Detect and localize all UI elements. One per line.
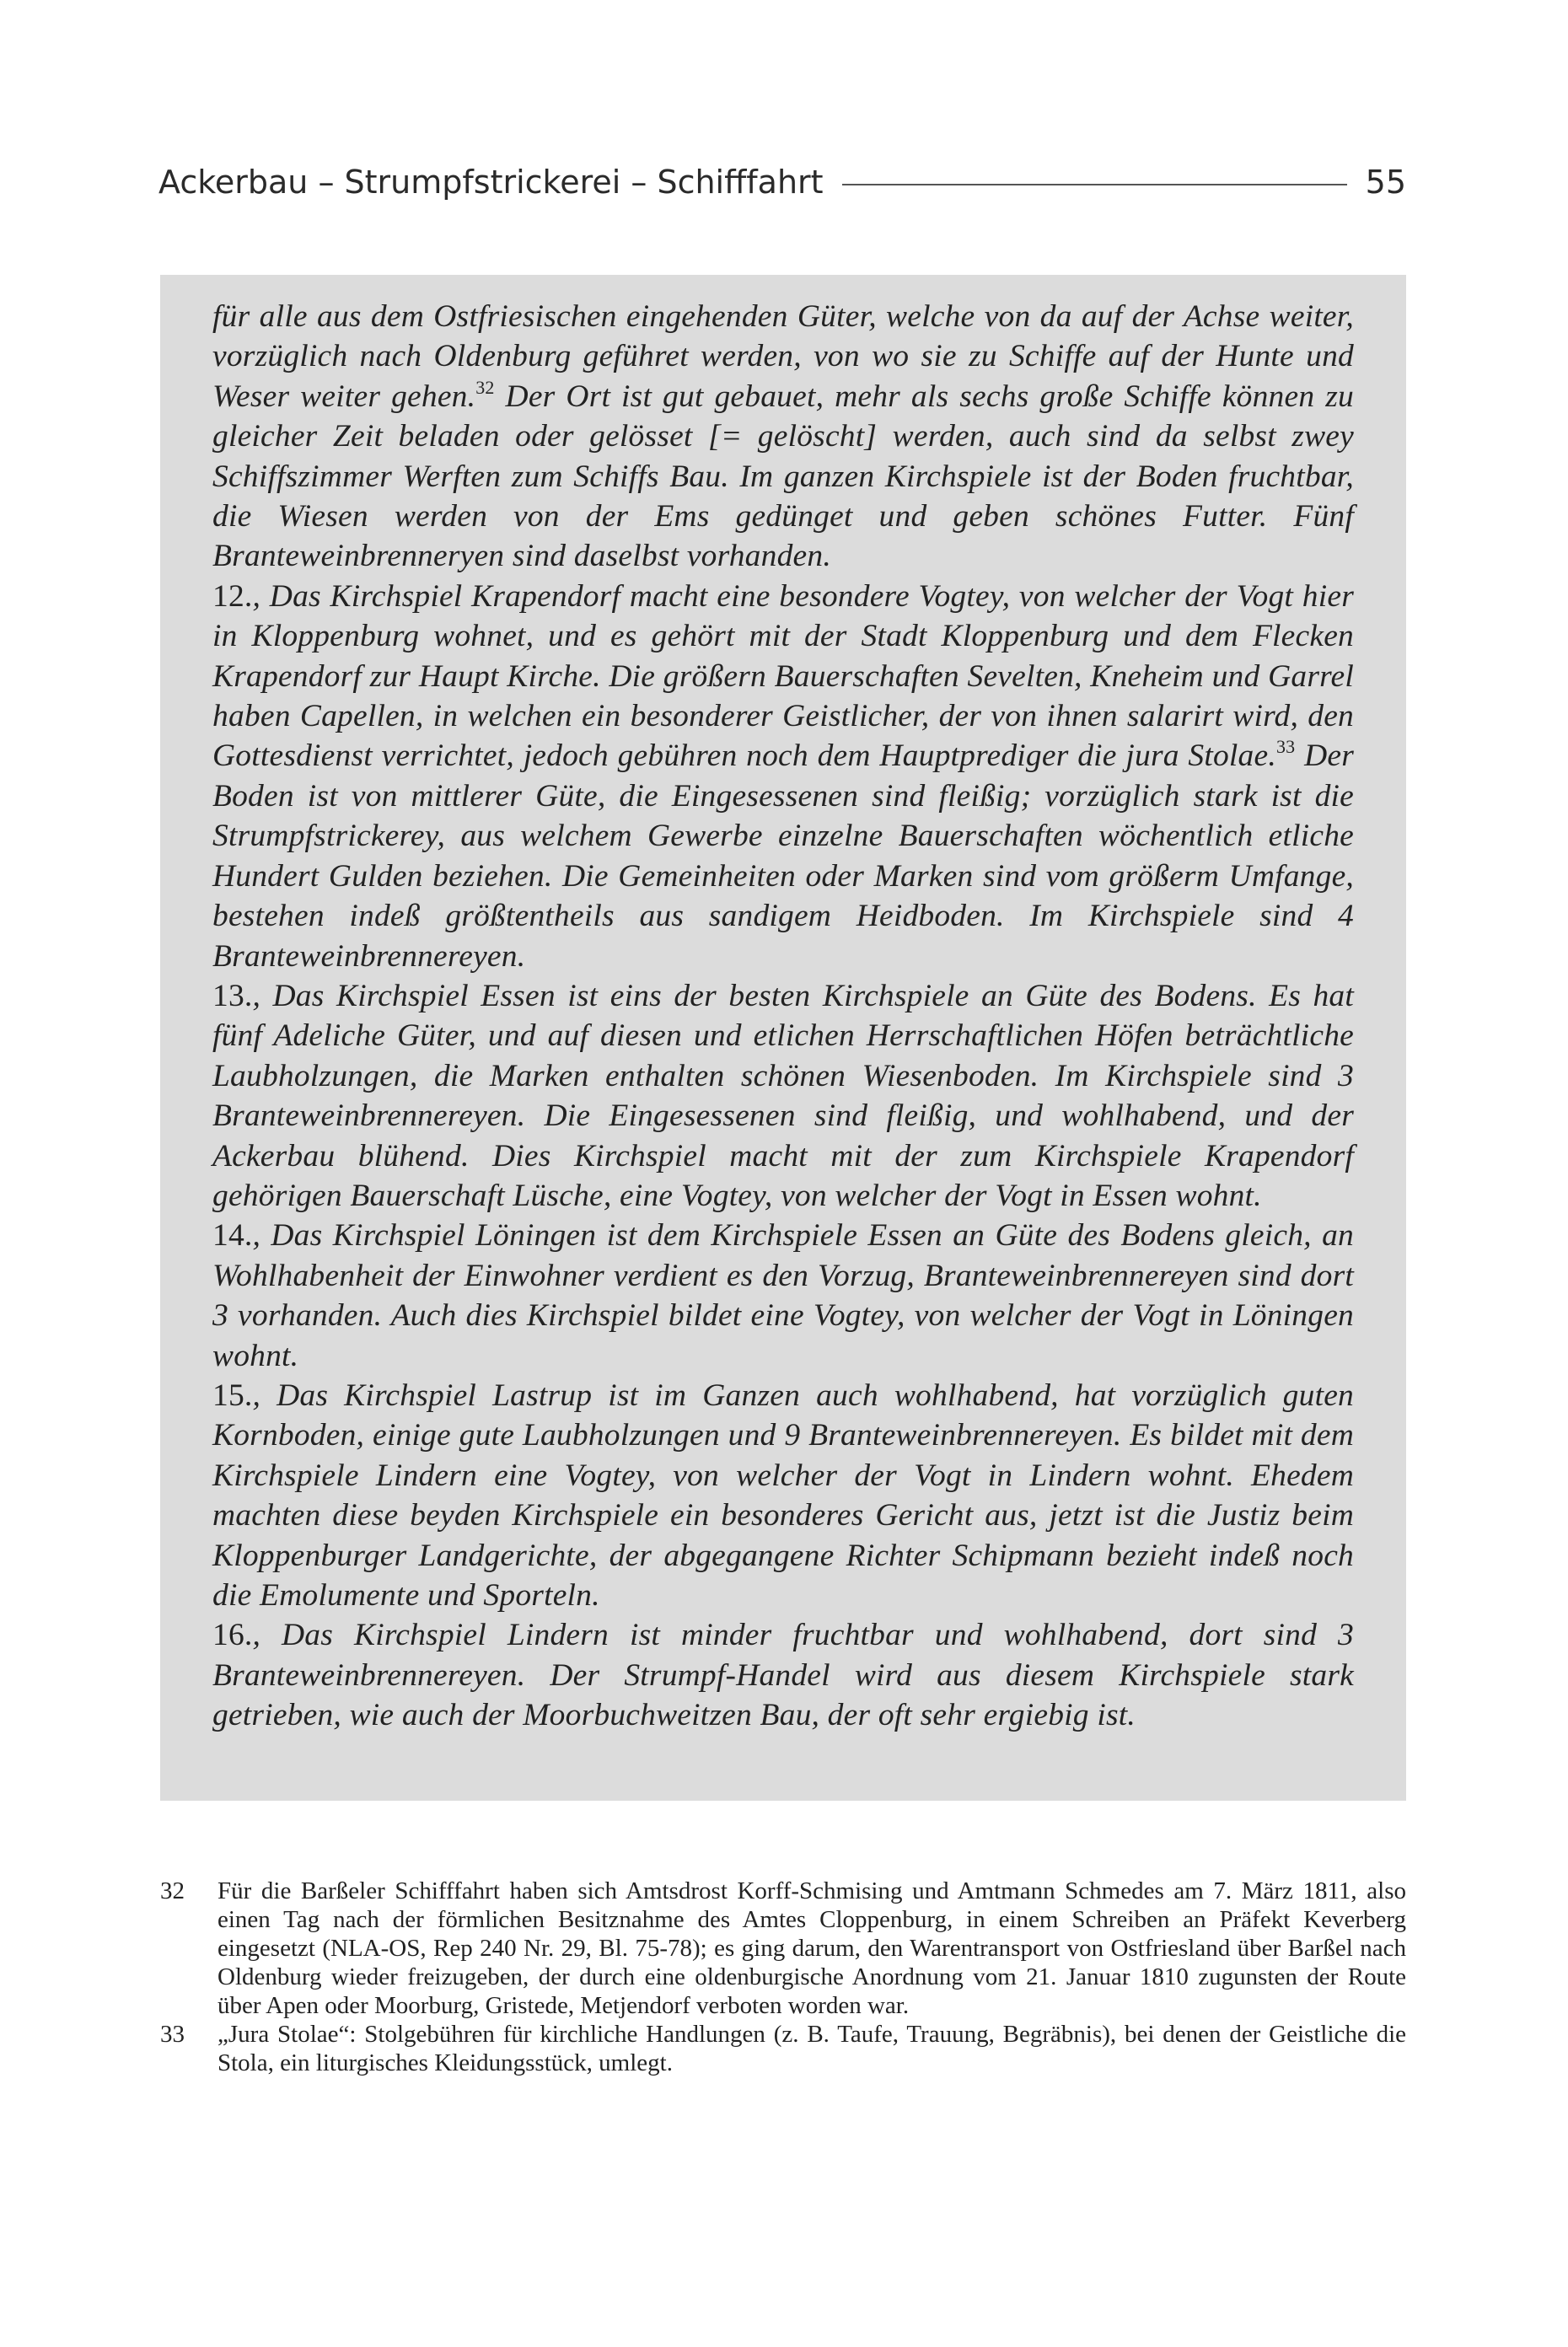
quote-text-segment: Der Boden ist von mittlerer Güte, die Eingesessenen sind fleißig; vorzüglich stark ist die Strumpfstrickerey, aus welchem Gewerbe einzelne Bauerschaften wöchentlich etliche Hundert Gulden beziehen. Die Gemeinheiten oder Marken sind vom größerm Umfange, bestehen indeß größtentheils aus sandigem Heidboden. Im Kirchspiele sind 4 Branteweinbrennereyen. [212, 738, 1354, 974]
footnote-number: 33 [160, 2021, 185, 2048]
footnotes [160, 1877, 1406, 2077]
quote-text-segment: , Das Kirchspiel Lastrup ist im Ganzen auch wohlhabend, hat vorzüglich guten Kornboden, einige gute Laubholzungen und 9 Branteweinbrennereyen. Es bildet mit dem Kirchspiele Lindern eine Vogtey, von welcher der Vogt in Lindern wohnt. Ehedem machten diese beyden Kirchspiele ein besonderes Gericht aus, jetzt ist die Justiz beim Kloppenburger Landgerichte, der abgegangene Richter Schipmann bezieht indeß noch die Emolumente und Sporteln. [212, 1378, 1354, 1613]
quote-paragraph [212, 297, 1354, 577]
running-head-rule [842, 184, 1347, 185]
quoted-source-box [160, 275, 1406, 1801]
quote-text-segment: , Das Kirchspiel Essen ist eins der besten Kirchspiele an Güte des Bodens. Es hat fünf Adeliche Güter, und auf diesen und etlichen Herrschaftlichen Höfen beträchtliche Laubholzungen, die Marken enthalten schönen Wiesenboden. Im Kirchspiele sind 3 Branteweinbrennereyen. Die Eingesessenen sind fleißig, und wohlhabend, und der Ackerbau blühend. Dies Kirchspiel macht mit der zum Kirchspiele Krapendorf gehörigen Bauerschaft Lüsche, eine Vogtey, von welcher der Vogt in Essen wohnt. [212, 978, 1354, 1213]
footnote [160, 2020, 1406, 2077]
quote-paragraph [212, 1615, 1354, 1735]
quote-text-segment: Der Ort ist gut gebauet, mehr als sechs große Schiffe können zu gleicher Zeit beladen oder gelösset [= gelöscht] werden, auch sind da selbst zwey Schiffszimmer Werften zum Schiffs Bau. Im ganzen Kirchspiele ist der Boden fruchtbar, die Wiesen werden von der Ems gedünget und geben schönes Futter. Fünf Branteweinbrenneryen sind daselbst vorhanden. [212, 379, 1354, 574]
footnote-reference[interactable]: 32 [475, 376, 495, 398]
footnote-text: Für die Barßeler Schifffahrt haben sich Amtsdrost Korff-Schmising und Amtmann Schmedes am 7. März 1811, also einen Tag nach der förmlichen Besitznahme des Amtes Cloppenburg, in einem Schreiben an Präfekt Keverberg eingesetzt (NLA-OS, Rep 240 Nr. 29, Bl. 75-78); es ging darum, den Warentransport von Ostfriesland über Barßel nach Oldenburg wieder freizugeben, der durch eine oldenburgische Anordnung vom 21. Januar 1810 zugunsten der Route über Apen oder Moorburg, Gristede, Metjendorf verboten worden war. [217, 1877, 1406, 2019]
paragraph-number: 14. [212, 1218, 253, 1254]
footnote-text: „Jura Stolae“: Stolgebühren für kirchliche Handlungen (z. B. Taufe, Trauung, Begräbnis), bei denen der Geistliche die Stola, ein liturgisches Kleidungsstück, umlegt. [217, 2021, 1406, 2076]
quote-text-segment: , Das Kirchspiel Krapendorf macht eine besondere Vogtey, von welcher der Vogt hier in Kloppenburg wohnet, und es gehört mit der Stadt Kloppenburg und dem Flecken Krapendorf zur Haupt Kirche. Die größern Bauerschaften Sevelten, Kneheim und Garrel haben Capellen, in welchen ein besonderer Geistlicher, der von ihnen salarirt wird, den Gottesdienst verrichtet, jedoch gebühren noch dem Hauptprediger die jura Stolae. [212, 578, 1354, 774]
footnote-reference[interactable]: 33 [1275, 736, 1296, 758]
footnote-number: 32 [160, 1877, 185, 1904]
footnote [160, 1877, 1406, 2020]
page-number: 55 [1365, 164, 1406, 201]
quoted-source-text [212, 297, 1354, 1736]
running-head-title: Ackerbau – Strumpfstrickerei – Schifffahrt [158, 164, 824, 201]
quote-paragraph [212, 976, 1354, 1216]
quote-paragraph [212, 577, 1354, 976]
running-head [158, 158, 1406, 206]
quote-paragraph [212, 1216, 1354, 1376]
quote-paragraph [212, 1376, 1354, 1615]
paragraph-number: 12. [212, 578, 253, 614]
quote-text-segment: , Das Kirchspiel Lindern ist minder fruchtbar und wohlhabend, dort sind 3 Branteweinbrennereyen. Der Strumpf-Handel wird aus diesem Kirchspiele stark getrieben, wie auch der Moorbuchweitzen Bau, der oft sehr ergiebig ist. [212, 1618, 1354, 1733]
paragraph-number: 16. [212, 1618, 253, 1653]
paragraph-number: 13. [212, 978, 253, 1013]
quote-text-segment: , Das Kirchspiel Löningen ist dem Kirchspiele Essen an Güte des Bodens gleich, an Wohlhabenheit der Einwohner verdient es den Vorzug, Branteweinbrennereyen sind dort 3 vorhanden. Auch dies Kirchspiel bildet eine Vogtey, von welcher der Vogt in Löningen wohnt. [212, 1218, 1354, 1373]
paragraph-number: 15. [212, 1378, 253, 1413]
quote-text-segment: für alle aus dem Ostfriesischen eingehenden Güter, welche von da auf der Achse weiter, vorzüglich nach Oldenburg geführet werden, von wo sie zu Schiffe auf der Hunte und Weser weiter gehen. [212, 299, 1354, 414]
